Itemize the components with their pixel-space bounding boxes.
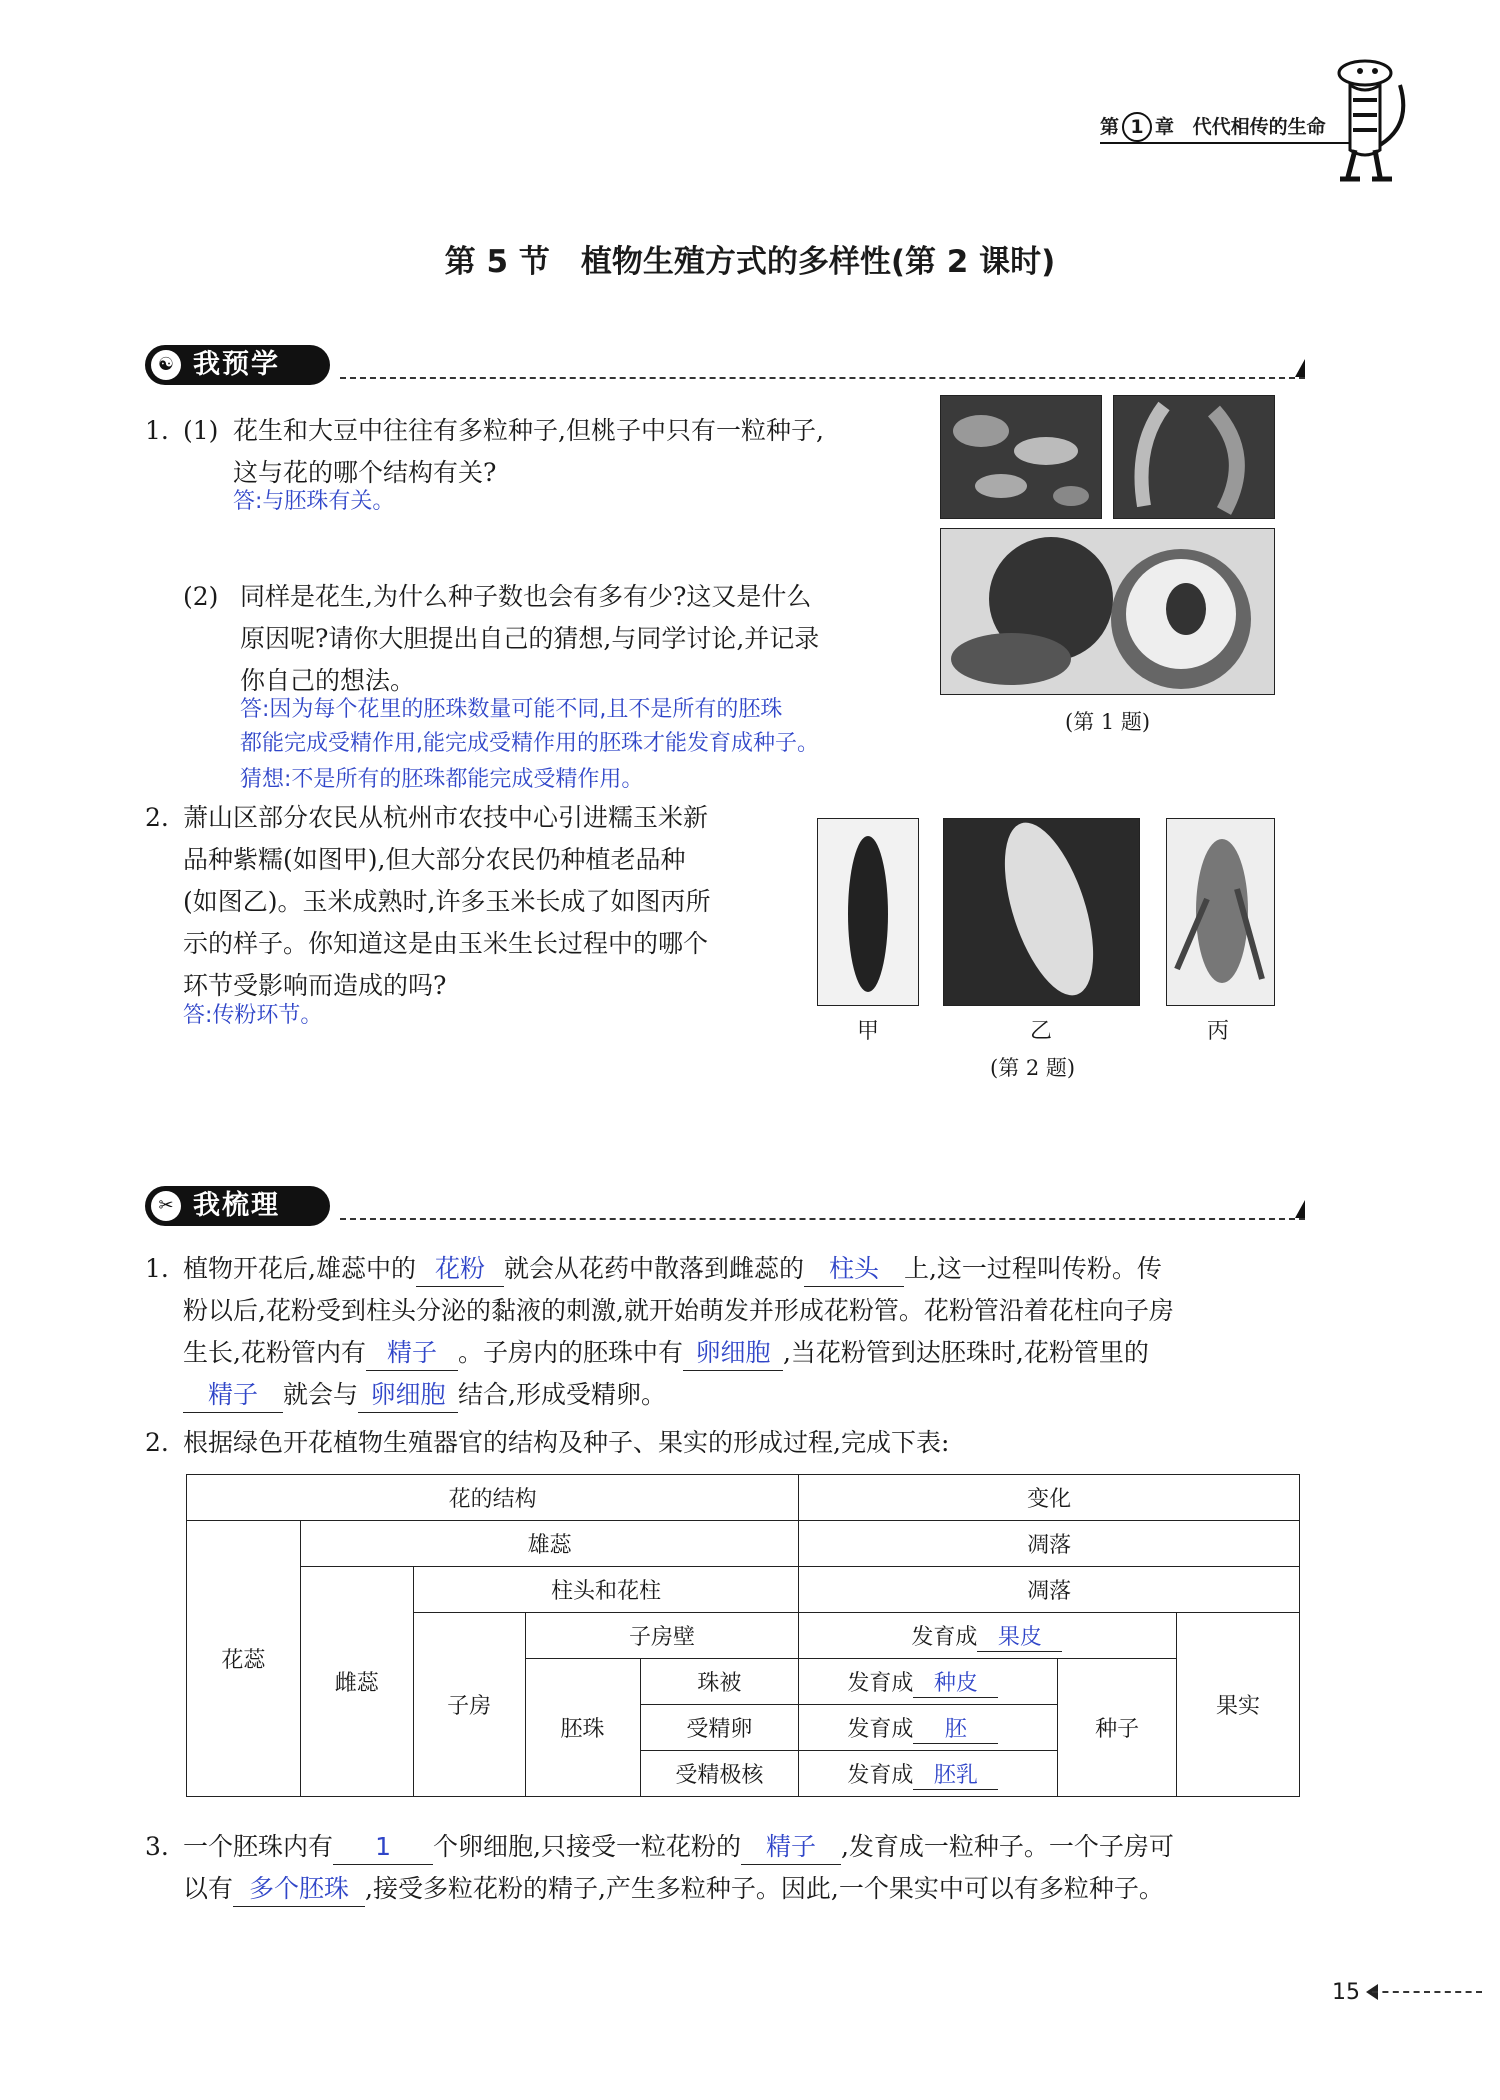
header-change: 变化 [799,1475,1300,1521]
text: 发育成 [847,1670,914,1696]
cell-xiongrui: 雄蕊 [300,1521,798,1567]
cell-peizhu: 胚珠 [525,1659,640,1797]
preview-q1-number: 1. [145,416,169,445]
preview-q1-part2-label: (2) [183,582,219,611]
corner-mark [1295,359,1305,377]
cell-zhongzi: 种子 [1058,1659,1177,1797]
chapter-suffix: 章 [1155,116,1175,138]
answer-blank: 卵细胞 [358,1378,458,1413]
answer-blank: 胚 [913,1717,998,1744]
preview-q2-text: 品种紫糯(如图甲),但大部分农民仍种植老品种 [183,845,686,874]
preview-q2-answer: 答:传粉环节。 [183,1003,323,1028]
preview-q2-text: (如图乙)。玉米成熟时,许多玉米长成了如图丙所 [183,887,711,916]
text: 发育成 [911,1624,978,1650]
chapter-number: 1 [1122,112,1152,142]
corner-mark [1295,1200,1305,1218]
corn-photo-yi [943,818,1140,1006]
page-number: 15 [1332,1980,1360,2005]
cell-zifangbi: 子房壁 [525,1613,799,1659]
peach-photo [940,528,1275,695]
text: 以有 [183,1874,234,1903]
text: 发育成 [847,1762,914,1788]
fig-label-jia: 甲 [857,1019,880,1044]
text: 。子房内的胚珠中有 [457,1338,683,1367]
cell-cirui: 雌蕊 [300,1567,413,1797]
tiger-mascot-icon [1320,55,1420,185]
figure-1-caption: (第 1 题) [1065,710,1151,734]
review-q2-number: 2. [145,1428,169,1457]
cell-zifang: 子房 [413,1613,525,1797]
preview-q1-part2-text: 原因呢?请你大胆提出自己的猜想,与同学讨论,并记录 [240,624,820,653]
text: 就会与 [283,1380,359,1409]
answer-blank: 柱头 [804,1252,904,1287]
review-q1-line1 [183,1248,1308,1290]
answer-blank: 精子 [741,1830,841,1865]
cell-xiongrui-change: 凋落 [799,1521,1300,1567]
lesson-title: 第 5 节 植物生殖方式的多样性(第 2 课时) [444,244,1056,280]
cell-guoshi: 果实 [1177,1613,1300,1797]
review-q1-line2: 粉以后,花粉受到柱头分泌的黏液的刺激,就开始萌发并形成花粉管。花粉管沿着花柱向子房 [183,1296,1174,1325]
preview-q1-part2-answer: 答:因为每个花里的胚珠数量可能不同,且不是所有的胚珠 [240,697,783,722]
preview-q2-text: 环节受影响而造成的吗? [183,971,447,1000]
table-row [187,1567,1300,1613]
text: 植物开花后,雄蕊中的 [183,1254,416,1283]
preview-icon: ☯ [151,350,181,380]
review-q3-number: 3. [145,1832,169,1861]
text: ,当花粉管到达胚珠时,花粉管里的 [782,1338,1149,1367]
cell-huarui: 花蕊 [187,1521,301,1797]
cell-zhubei-change [799,1659,1058,1705]
text: ,接受多粒花粉的精子,产生多粒种子。因此,一个果实中可以有多粒种子。 [365,1874,1164,1903]
text: 结合,形成受精卵。 [458,1380,666,1409]
soybean-photo [1113,395,1275,519]
section-divider [340,377,1305,379]
answer-blank: 胚乳 [913,1763,998,1790]
cell-shoujingjihe-change [799,1751,1058,1797]
cell-shoujingjihe: 受精极核 [640,1751,799,1797]
cell-zhubei: 珠被 [640,1659,799,1705]
answer-blank: 花粉 [416,1252,504,1287]
cell-shoujingluan: 受精卵 [640,1705,799,1751]
preview-section-header [145,345,1305,389]
text: 生长,花粉管内有 [183,1338,366,1367]
chapter-prefix: 第 [1100,116,1120,138]
cell-shoujingluan-change [799,1705,1058,1751]
answer-blank: 精子 [183,1378,283,1413]
review-label: 我梳理 [193,1190,280,1221]
preview-q1-guess: 猜想:不是所有的胚珠都能完成受精作用。 [240,767,644,792]
fig-label-yi: 乙 [1030,1019,1053,1044]
review-q1-line4 [183,1374,666,1416]
text: 一个胚珠内有 [183,1832,334,1861]
answer-blank: 种皮 [913,1671,998,1698]
review-q2-text: 根据绿色开花植物生殖器官的结构及种子、果实的形成过程,完成下表: [183,1428,950,1457]
preview-q1-part1-text: 花生和大豆中往往有多粒种子,但桃子中只有一粒种子, [233,416,824,445]
answer-blank: 果皮 [977,1625,1062,1652]
answer-blank: 卵细胞 [683,1336,783,1371]
review-q3-line2 [183,1868,1164,1910]
text: 个卵细胞,只接受一粒花粉的 [433,1832,741,1861]
review-q3-line1 [183,1826,1174,1868]
page-arrow-dashes [1372,1991,1482,1993]
corn-photo-jia [817,818,919,1006]
header-structure: 花的结构 [187,1475,799,1521]
preview-q2-text: 萧山区部分农民从杭州市农技中心引进糯玉米新 [183,803,709,832]
cell-zifangbi-change [799,1613,1177,1659]
table-row [187,1475,1300,1521]
preview-q1-part1-answer: 答:与胚珠有关。 [233,489,395,514]
preview-q1-part2-text: 同样是花生,为什么种子数也会有多有少?这又是什么 [240,582,812,611]
preview-q1-part2-answer: 都能完成受精作用,能完成受精作用的胚珠才能发育成种子。 [240,731,819,756]
chapter-header [1100,112,1326,142]
chapter-title: 代代相传的生命 [1192,116,1326,138]
peanut-photo [940,395,1102,519]
preview-q1-part1-label: (1) [183,416,219,445]
text: 发育成 [847,1716,914,1742]
figure-2-caption: (第 2 题) [990,1056,1076,1080]
corn-photo-bing [1166,818,1275,1006]
cell-zhutou: 柱头和花柱 [413,1567,799,1613]
text: ,发育成一粒种子。一个子房可 [840,1832,1174,1861]
answer-blank: 精子 [366,1336,458,1371]
review-icon: ✂ [151,1191,181,1221]
fig-label-bing: 丙 [1207,1019,1230,1044]
cell-zhutou-change: 凋落 [799,1567,1300,1613]
preview-label: 我预学 [193,349,280,380]
preview-badge [145,345,330,385]
preview-q1-part1-text: 这与花的哪个结构有关? [233,458,497,487]
text: 上,这一过程叫传粉。传 [903,1254,1162,1283]
preview-q1-part2-text: 你自己的想法。 [240,666,416,695]
answer-blank: 1 [333,1830,433,1865]
section-divider [340,1218,1305,1220]
table-row [187,1521,1300,1567]
preview-q2-number: 2. [145,803,169,832]
review-section-header [145,1186,1305,1230]
flower-structure-table [186,1474,1300,1797]
text: 就会从花药中散落到雌蕊的 [503,1254,804,1283]
review-q1-number: 1. [145,1254,169,1283]
answer-blank: 多个胚珠 [233,1872,365,1907]
preview-q2-text: 示的样子。你知道这是由玉米生长过程中的哪个 [183,929,709,958]
review-q1-line3 [183,1332,1149,1374]
review-badge [145,1186,330,1226]
